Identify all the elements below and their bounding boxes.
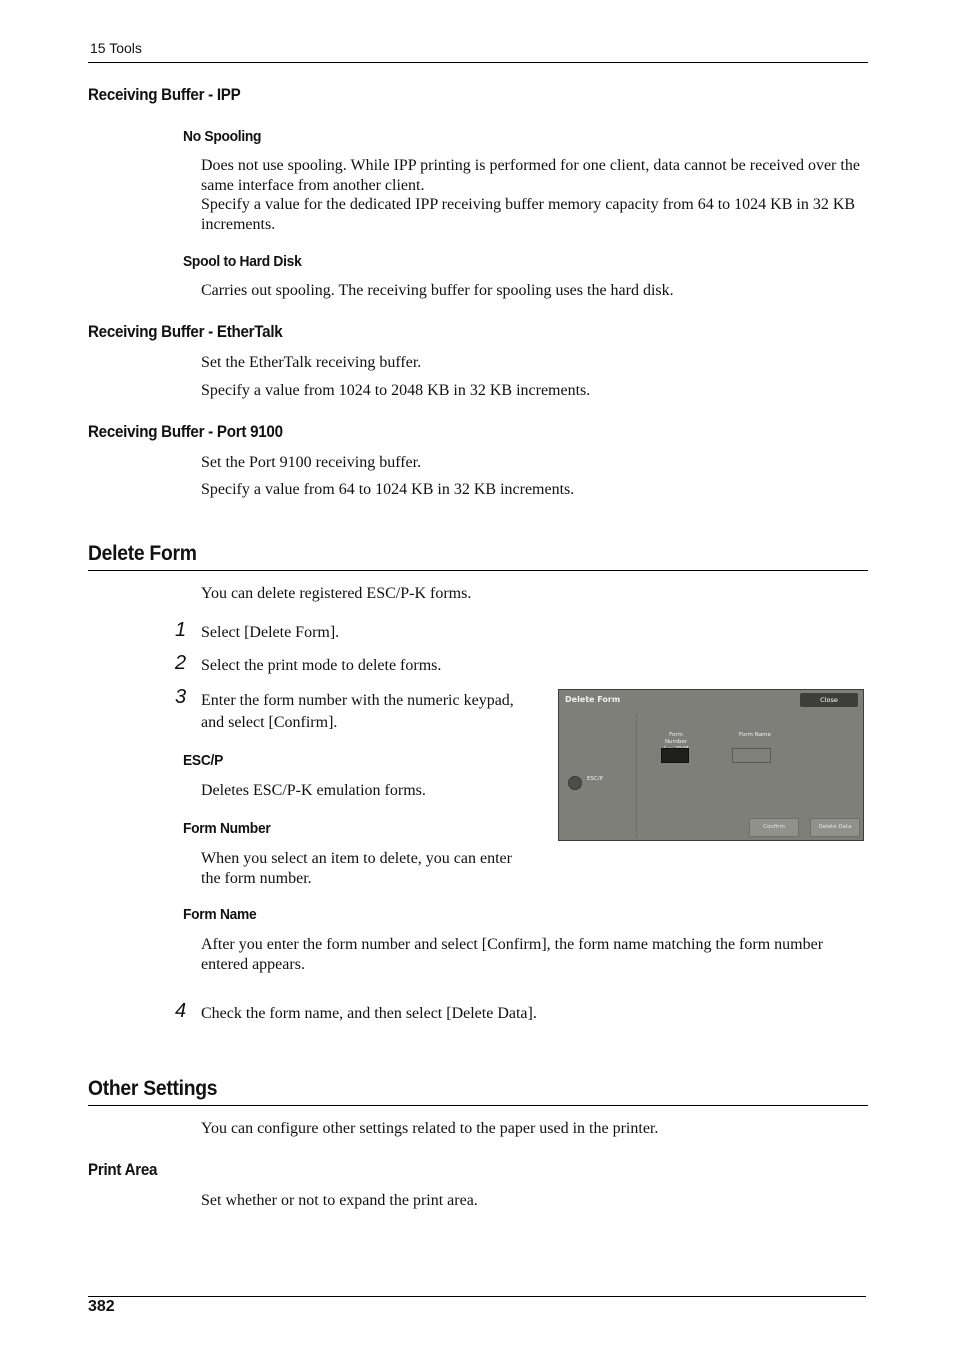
- other-settings-intro: You can configure other settings related to the paper used in the printer.: [201, 1120, 659, 1137]
- confirm-button[interactable]: Confirm: [749, 818, 799, 837]
- footer-rule: [88, 1296, 866, 1297]
- spool-hd-text: Carries out spooling. The receiving buffer for spooling uses the hard disk.: [201, 282, 674, 299]
- escp-radio-button[interactable]: [568, 776, 582, 790]
- escp-label: ESC/P: [587, 776, 603, 782]
- heading-delete-form: Delete Form: [88, 542, 197, 565]
- step-2-text: Select the print mode to delete forms.: [201, 657, 442, 674]
- delete-data-button[interactable]: Delete Data: [810, 818, 860, 837]
- step-3-number: 3: [175, 686, 187, 708]
- heading-spool-hd: Spool to Hard Disk: [183, 253, 302, 270]
- heading-no-spooling: No Spooling: [183, 128, 262, 145]
- screenshot-divider: [636, 714, 637, 838]
- form-number-label-text: Form Number: [664, 732, 688, 745]
- screenshot-titlebar: [559, 690, 863, 710]
- escp-text: Deletes ESC/P-K emulation forms.: [201, 782, 426, 799]
- page-number: 382: [88, 1298, 115, 1315]
- heading-escp: ESC/P: [183, 752, 224, 769]
- form-number-text: When you select an item to delete, you can enter the form number.: [201, 850, 512, 887]
- chapter-header: 15 Tools: [90, 40, 142, 56]
- delete-form-screenshot: [558, 689, 864, 841]
- heading-rb-ethertalk: Receiving Buffer - EtherTalk: [88, 323, 283, 341]
- other-settings-rule: [88, 1105, 868, 1106]
- step-4-text: Check the form name, and then select [Delete Data].: [201, 1005, 537, 1022]
- no-spooling-text1: Does not use spooling. While IPP printing is performed for one client, data cannot be received over the same interface from another client.: [201, 157, 860, 194]
- heading-other-settings: Other Settings: [88, 1077, 218, 1100]
- print-area-text: Set whether or not to expand the print area.: [201, 1192, 478, 1209]
- step-1-text: Select [Delete Form].: [201, 624, 340, 641]
- step-1-number: 1: [175, 619, 187, 641]
- step-2-number: 2: [175, 652, 187, 674]
- ethertalk-text1: Set the EtherTalk receiving buffer.: [201, 354, 422, 371]
- form-name-field: [732, 748, 771, 763]
- no-spooling-text2: Specify a value for the dedicated IPP receiving buffer memory capacity from 64 to 1024 KB in 32 KB increments.: [201, 196, 856, 233]
- form-name-label: Form Name: [739, 732, 771, 738]
- step-4-number: 4: [175, 1000, 187, 1022]
- heading-rb-port9100: Receiving Buffer - Port 9100: [88, 423, 283, 441]
- form-number-input[interactable]: [661, 748, 689, 763]
- heading-print-area: Print Area: [88, 1161, 158, 1179]
- heading-rb-ipp: Receiving Buffer - IPP: [88, 86, 241, 104]
- heading-form-name: Form Name: [183, 906, 257, 923]
- ethertalk-text2: Specify a value from 1024 to 2048 KB in 32 KB increments.: [201, 382, 591, 399]
- close-button[interactable]: Close: [800, 693, 858, 707]
- header-rule: [88, 62, 868, 63]
- heading-form-number: Form Number: [183, 820, 271, 837]
- step-3-text: Enter the form number with the numeric keypad, and select [Confirm].: [201, 692, 514, 731]
- delete-form-rule: [88, 570, 868, 571]
- port9100-text2: Specify a value from 64 to 1024 KB in 32 KB increments.: [201, 481, 575, 498]
- screenshot-title: Delete Form: [565, 695, 621, 704]
- port9100-text1: Set the Port 9100 receiving buffer.: [201, 454, 422, 471]
- delete-form-intro: You can delete registered ESC/P-K forms.: [201, 585, 472, 602]
- form-name-text: After you enter the form number and select [Confirm], the form name matching the form number entered appears.: [201, 936, 824, 973]
